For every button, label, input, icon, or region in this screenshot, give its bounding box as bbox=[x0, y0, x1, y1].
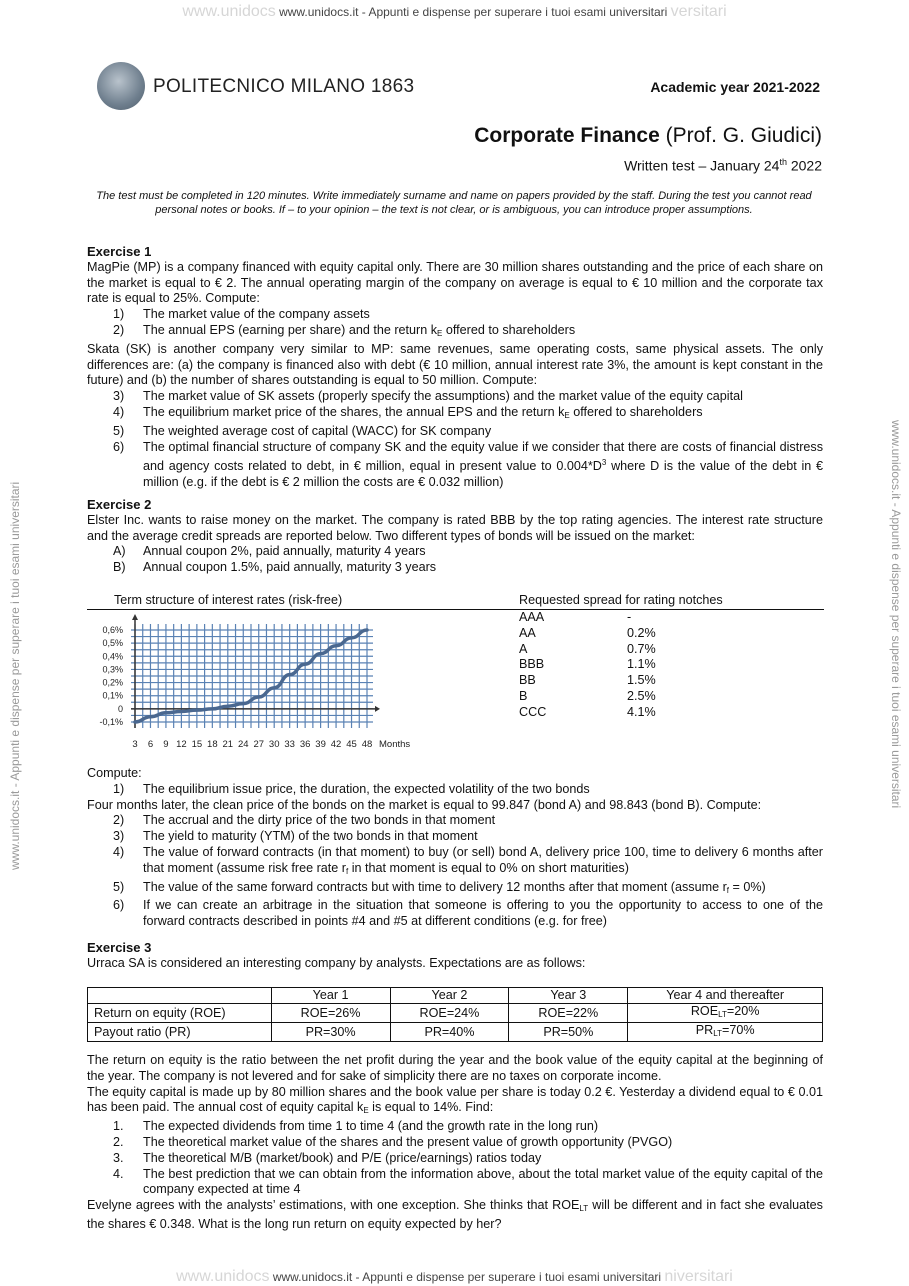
question-number: 1) bbox=[113, 307, 125, 322]
question-item bbox=[87, 829, 823, 845]
spread-table-title: Requested spread for rating notches bbox=[519, 593, 723, 607]
question-item bbox=[87, 1135, 823, 1151]
question-text: The equilibrium market price of the shares, the annual EPS and the return k bbox=[143, 404, 565, 419]
rating-label: B bbox=[519, 688, 528, 703]
x-tick-label: 3 bbox=[132, 739, 138, 750]
watermark-right-side: www.unidocs.it - Appunti e dispense per superare i tuoi esami universitari bbox=[889, 420, 903, 809]
x-tick-label: 12 bbox=[176, 739, 187, 750]
y-tick-label: 0,2% bbox=[102, 677, 123, 688]
exercise-2-second-intro: Four months later, the clean price of the bonds on the market is equal to 99.847 (bond A) and 98.843 (bond B). Compute: bbox=[87, 797, 762, 812]
compute-label: Compute: bbox=[87, 766, 142, 780]
spread-row bbox=[519, 642, 656, 658]
date-year: 2022 bbox=[786, 157, 822, 174]
question-item bbox=[87, 323, 823, 342]
x-tick-label: 15 bbox=[191, 739, 203, 750]
politecnico-seal-icon bbox=[97, 62, 145, 110]
x-tick-label: 6 bbox=[147, 739, 154, 750]
spread-value: 1.5% bbox=[627, 673, 656, 688]
y-tick-label: 0,4% bbox=[102, 651, 123, 662]
watermark-top bbox=[0, 3, 909, 21]
test-instructions: The test must be completed in 120 minutes. Write immediately surname and name on papers provided by the staff. During the test you cannot read personal notes or books. If – to your opinion – the text is not clear, or is ambiguous, you can introduce proper assumptions. bbox=[96, 190, 812, 216]
spread-value: - bbox=[627, 610, 632, 624]
question-item bbox=[87, 440, 823, 492]
watermark-left-side: www.unidocs.it - Appunti e dispense per superare i tuoi esami universitari bbox=[8, 481, 22, 870]
cell-text: =70% bbox=[721, 1023, 755, 1037]
question-item bbox=[87, 845, 823, 880]
rating-label: AA bbox=[519, 625, 536, 640]
exercise-1 bbox=[87, 244, 823, 491]
university-logo-text: POLITECNICO MILANO 1863 bbox=[153, 76, 415, 97]
watermark-ghost-text: www.unidocs bbox=[176, 1268, 270, 1285]
table-cell bbox=[628, 1004, 823, 1023]
watermark-text: www.unidocs.it - Appunti e dispense per superare i tuoi esami universitari bbox=[279, 5, 668, 19]
spread-row bbox=[519, 657, 656, 673]
table-row-label: Payout ratio (PR) bbox=[88, 1023, 272, 1042]
question-number: 5) bbox=[113, 879, 125, 894]
y-tick-label: 0,3% bbox=[102, 664, 123, 675]
question-text: offered to shareholders bbox=[442, 322, 576, 337]
y-tick-label: -0,1% bbox=[99, 717, 123, 727]
rating-label: BBB bbox=[519, 657, 545, 672]
question-text: The equilibrium issue price, the duration, the expected volatility of the two bonds bbox=[143, 781, 590, 796]
x-tick-label: 30 bbox=[268, 739, 280, 750]
question-text: where D is the value of the debt in € million (e.g. if the debt is € 2 million the costs are € 0.032 million) bbox=[143, 459, 823, 490]
table-header-cell bbox=[88, 988, 272, 1004]
question-number: 3) bbox=[113, 389, 125, 404]
spread-value: 4.1% bbox=[627, 704, 656, 719]
expectations-table bbox=[87, 987, 823, 1042]
superscript: 3 bbox=[601, 458, 607, 468]
question-text: The annual EPS (earning per share) and the return k bbox=[143, 322, 438, 337]
spread-value: 2.5% bbox=[627, 688, 656, 703]
spread-table bbox=[519, 610, 656, 721]
spread-row bbox=[519, 689, 656, 705]
question-item bbox=[87, 405, 823, 424]
question-text: The theoretical market value of the shares and the present value of growth opportunity (PVGO) bbox=[143, 1134, 673, 1149]
rating-label: AAA bbox=[519, 610, 545, 624]
cell-text: PR bbox=[695, 1023, 714, 1037]
watermark-ghost-text: niversitari bbox=[664, 1268, 733, 1285]
rating-label: BB bbox=[519, 673, 536, 688]
y-axis-arrow bbox=[132, 614, 138, 620]
bond-item bbox=[87, 544, 823, 560]
x-axis-label: Months bbox=[379, 739, 411, 750]
table-row bbox=[88, 1023, 823, 1042]
question-item bbox=[87, 307, 823, 323]
question-item bbox=[87, 389, 823, 405]
question-text: The weighted average cost of capital (WACC) for SK company bbox=[143, 423, 492, 438]
x-tick-label: 42 bbox=[330, 739, 342, 750]
question-text: The theoretical M/B (market/book) and P/E (price/earnings) ratios today bbox=[143, 1150, 542, 1165]
watermark-text: www.unidocs.it - Appunti e dispense per superare i tuoi esami universitari bbox=[272, 1270, 662, 1284]
exercise-1-intro: MagPie (MP) is a company financed with equity capital only. There are 30 million shares outstanding and the price of each share on the market is equal to € 2. The annual operating margin of the company on average is equal to € 10 million and the corporate tax rate is equal to 25%. Compute: bbox=[87, 259, 823, 306]
exercise-3-title: Exercise 3 bbox=[87, 940, 152, 955]
chart-title: Term structure of interest rates (risk-free) bbox=[114, 593, 343, 607]
table-cell: PR=40% bbox=[390, 1023, 509, 1042]
question-text: offered to shareholders bbox=[569, 404, 703, 419]
spread-value: 0.2% bbox=[627, 625, 656, 640]
question-number: 6) bbox=[113, 898, 125, 913]
spread-row bbox=[519, 705, 656, 721]
table-cell bbox=[628, 1023, 823, 1042]
question-number: 4) bbox=[113, 844, 125, 859]
question-item bbox=[87, 880, 823, 899]
question-number: 2) bbox=[113, 813, 125, 828]
exercise-2-continued bbox=[87, 766, 823, 930]
x-tick-label: 24 bbox=[237, 739, 249, 750]
rating-label: CCC bbox=[519, 704, 547, 719]
x-tick-label: 21 bbox=[222, 739, 234, 750]
question-text: The optimal financial structure of company SK and the equity value if we consider that there are costs of financial distress and agency costs related to debt, in € million, equal in present value to 0.004*D bbox=[143, 439, 823, 474]
table-cell: ROE=26% bbox=[271, 1004, 390, 1023]
exercise-1-questions-b bbox=[87, 389, 823, 491]
x-tick-label: 27 bbox=[253, 739, 265, 750]
bond-item bbox=[87, 560, 823, 576]
question-number: 2) bbox=[113, 322, 125, 337]
spread-row bbox=[519, 673, 656, 689]
x-tick-label: 18 bbox=[207, 739, 218, 750]
bond-list bbox=[87, 544, 823, 576]
paragraph-text: The equity capital is made up by 80 million shares and the book value per share is today 0.2 €. Yesterday a dividend equal to € 0.01 has been paid. The annual cost of equity capital k bbox=[87, 1084, 823, 1115]
cell-text: =20% bbox=[726, 1004, 760, 1018]
x-axis-arrow bbox=[375, 706, 380, 712]
question-number: 1. bbox=[113, 1119, 124, 1134]
table-cell: ROE=22% bbox=[509, 1004, 628, 1023]
spread-value: 0.7% bbox=[627, 641, 656, 656]
question-item bbox=[87, 898, 823, 930]
table-row-label: Return on equity (ROE) bbox=[88, 1004, 272, 1023]
question-item bbox=[87, 1151, 823, 1167]
exercise-3-questions bbox=[87, 1119, 823, 1198]
question-text: The expected dividends from time 1 to time 4 (and the growth rate in the long run) bbox=[143, 1119, 599, 1134]
test-date bbox=[500, 157, 822, 174]
course-professor: (Prof. G. Giudici) bbox=[659, 124, 822, 147]
subscript: LT bbox=[713, 1029, 722, 1038]
question-text: The best prediction that we can obtain from the information above, about the total market value of the equity capital of the company expected at time 4 bbox=[143, 1166, 823, 1197]
question-text: The yield to maturity (YTM) of the two bonds in that moment bbox=[143, 829, 478, 844]
bond-label: A) bbox=[113, 544, 126, 559]
question-item bbox=[87, 424, 823, 440]
watermark-ghost-text: versitari bbox=[670, 3, 727, 20]
course-name: Corporate Finance bbox=[474, 124, 660, 147]
x-tick-label: 33 bbox=[284, 739, 295, 750]
question-number: 2. bbox=[113, 1134, 124, 1149]
question-text: The value of the same forward contracts but with time to delivery 12 months after that moment (assume r bbox=[143, 879, 727, 894]
question-number: 4) bbox=[113, 404, 125, 419]
date-text: Written test – January 24 bbox=[624, 157, 780, 174]
table-cell: PR=50% bbox=[509, 1023, 628, 1042]
cell-text: ROE bbox=[690, 1004, 719, 1018]
question-text: The accrual and the dirty price of the two bonds in that moment bbox=[143, 813, 496, 828]
rating-label: A bbox=[519, 641, 528, 656]
bond-text: Annual coupon 2%, paid annually, maturity 4 years bbox=[143, 544, 426, 559]
subscript: f bbox=[726, 885, 729, 895]
question-text: The market value of SK assets (properly specify the assumptions) and the market value of the equity capital bbox=[143, 389, 743, 404]
subscript: LT bbox=[579, 1204, 589, 1214]
question-text: = 0%) bbox=[729, 879, 766, 894]
question-text: The value of forward contracts (in that moment) to buy (or sell) bond A, delivery price 100, time to delivery 6 months after that moment (assume risk free rate r bbox=[143, 844, 823, 875]
question-number: 1) bbox=[113, 781, 125, 796]
watermark-bottom bbox=[0, 1268, 909, 1286]
table-header-cell: Year 4 and thereafter bbox=[628, 988, 823, 1004]
subscript: f bbox=[345, 866, 349, 876]
exercise-1-second-intro: Skata (SK) is another company very similar to MP: same revenues, same operating costs, same physical assets. The only differences are: (a) the company is financed also with debt (€ 10 million, annual interest rate 3%, the amount is kept constant in the future) and (b) the number of shares outstanding is equal to 50 million. Compute: bbox=[87, 341, 823, 388]
question-number: 4. bbox=[113, 1166, 124, 1181]
y-tick-label: 0 bbox=[117, 703, 123, 714]
academic-year: Academic year 2021-2022 bbox=[650, 79, 820, 95]
question-item bbox=[87, 813, 823, 829]
course-title bbox=[400, 124, 822, 148]
paragraph-text: is equal to 14%. Find: bbox=[368, 1100, 494, 1115]
x-tick-label: 45 bbox=[346, 739, 357, 750]
exercise-3-body bbox=[87, 1053, 823, 1233]
subscript: E bbox=[564, 410, 570, 420]
spread-value: 1.1% bbox=[627, 657, 656, 672]
question-text: If we can create an arbitrage in the situation that someone is offering to you the opportunity to access to one of the forward contracts described in points #4 and #5 at different conditions (e.g. for free) bbox=[143, 898, 823, 929]
exercise-2 bbox=[87, 497, 823, 576]
exercise-2-title: Exercise 2 bbox=[87, 497, 152, 512]
exercise-2-intro: Elster Inc. wants to raise money on the market. The company is rated BBB by the top rating agencies. The interest rate structure and the average credit spreads are reported below. Two different types of bonds will be issued on the market: bbox=[87, 512, 823, 543]
table-row bbox=[88, 1004, 823, 1023]
subscript: E bbox=[437, 328, 443, 338]
question-number: 5) bbox=[113, 423, 125, 438]
exercise-3-paragraph: The return on equity is the ratio between the net profit during the year and the book value of the equity capital at the beginning of the year. The company is not levered and for sake of simplicity there are no taxes on corporate income. bbox=[87, 1053, 823, 1083]
question-number: 3. bbox=[113, 1150, 124, 1165]
bond-label: B) bbox=[113, 560, 126, 575]
x-tick-label: 9 bbox=[163, 739, 169, 750]
exercise-3-paragraph bbox=[87, 1085, 823, 1120]
exercise-1-title: Exercise 1 bbox=[87, 244, 152, 259]
question-item bbox=[87, 1119, 823, 1135]
x-tick-label: 48 bbox=[361, 739, 373, 750]
exercise-3-intro: Urraca SA is considered an interesting company by analysts. Expectations are as follows: bbox=[87, 955, 586, 970]
x-tick-label: 36 bbox=[299, 739, 311, 750]
question-number: 6) bbox=[113, 439, 125, 454]
exercise-2-questions-b bbox=[87, 813, 823, 930]
watermark-ghost-text: www.unidocs bbox=[182, 3, 276, 20]
question-text: in that moment is equal to 0% on short maturities) bbox=[348, 860, 629, 875]
x-tick-label: 39 bbox=[315, 739, 326, 750]
table-header-cell: Year 1 bbox=[271, 988, 390, 1004]
table-cell: PR=30% bbox=[271, 1023, 390, 1042]
bond-text: Annual coupon 1.5%, paid annually, maturity 3 years bbox=[143, 560, 437, 575]
question-number: 3) bbox=[113, 829, 125, 844]
question-text: The market value of the company assets bbox=[143, 307, 370, 322]
table-header-row bbox=[88, 988, 823, 1004]
paragraph-text: Evelyne agrees with the analysts’ estimations, with one exception. She thinks that ROE bbox=[87, 1198, 580, 1213]
paragraph-text: will be different and in fact she evaluates the shares € 0.348. What is the long run return on equity expected by her? bbox=[87, 1198, 823, 1231]
exercise-3 bbox=[87, 940, 823, 972]
exercise-1-questions-a bbox=[87, 307, 823, 342]
spread-row bbox=[519, 626, 656, 642]
table-cell: ROE=24% bbox=[390, 1004, 509, 1023]
table-header-cell: Year 2 bbox=[390, 988, 509, 1004]
question-item bbox=[87, 1167, 823, 1199]
date-suffix: th bbox=[779, 157, 787, 167]
exercise-3-final-question bbox=[87, 1198, 823, 1233]
exercise-2-questions-a bbox=[87, 782, 823, 798]
question-item bbox=[87, 782, 823, 798]
y-tick-label: 0,5% bbox=[102, 638, 123, 649]
subscript: E bbox=[363, 1106, 369, 1116]
spread-row bbox=[519, 610, 656, 626]
y-tick-label: 0,6% bbox=[102, 625, 123, 635]
y-tick-label: 0,1% bbox=[102, 690, 123, 701]
term-structure-chart bbox=[87, 612, 427, 756]
subscript: LT bbox=[718, 1010, 727, 1019]
divider-line bbox=[87, 609, 824, 610]
table-header-cell: Year 3 bbox=[509, 988, 628, 1004]
